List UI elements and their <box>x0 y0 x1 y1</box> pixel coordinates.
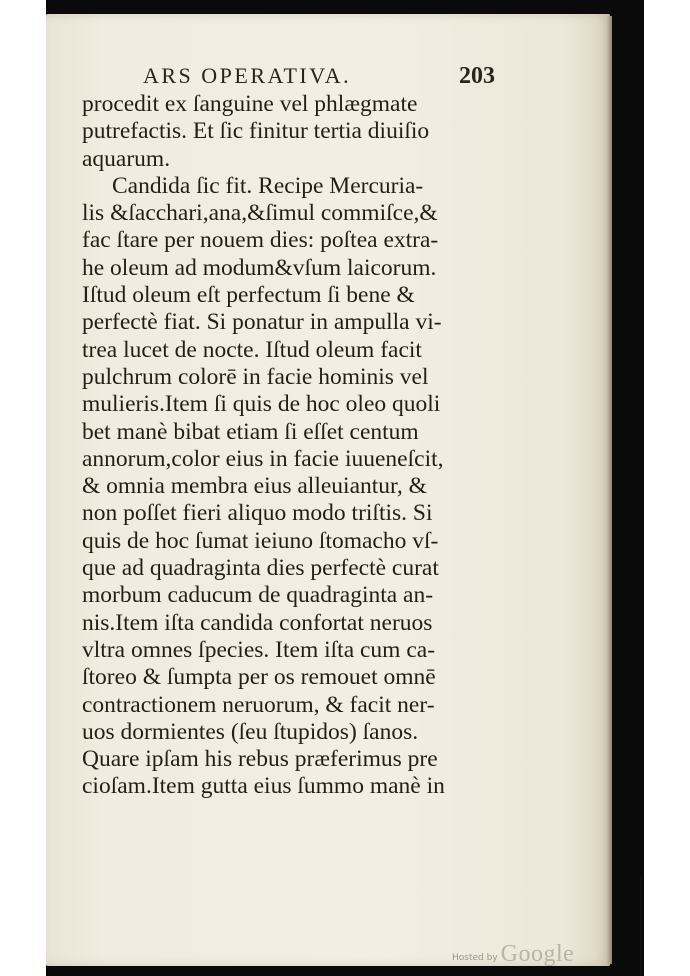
text-line: putrefactis. Et ſic finitur tertia diuiſio <box>82 118 430 145</box>
edge-line <box>640 876 642 976</box>
text-line: non poſſet fieri aliquo modo triſtis. Si <box>82 500 433 527</box>
hosted-by-label: Hosted by <box>452 953 498 963</box>
text-line: & omnia membra eius alleuiantur, & <box>82 473 427 500</box>
text-line: vltra omnes ſpecies. Item iſta cum ca- <box>82 636 436 663</box>
text-line: uos dormientes (ſeu ſtupidos) ſanos. <box>82 718 419 745</box>
text-line: que ad quadraginta dies perfectè curat <box>82 555 439 582</box>
text-line: contractionem neruorum, & facit ner- <box>82 691 435 718</box>
text-line: quis de hoc ſumat ieiuno ſtomacho vſ- <box>82 527 439 554</box>
text-line: ſtoreo & ſumpta per os remouet omnē <box>82 664 436 691</box>
text-line: Iſtud oleum eſt perfectum ſi bene & <box>82 282 415 309</box>
text-line: he oleum ad modum&vſum laicorum. <box>82 254 437 281</box>
text-line: Quare ipſam his rebus præferimus pre <box>82 746 438 773</box>
text-line: lis &ſacchari,ana,&ſimul commiſce,& <box>82 200 438 227</box>
text-line: procedit ex ſanguine vel phlægmate <box>82 91 418 117</box>
text-line: annorum,color eius in facie iuueneſcit, <box>82 445 444 472</box>
text-line: pulchrum colorē in facie hominis vel <box>82 363 429 390</box>
text-line: bet manè bibat etiam ſi eſſet centum <box>82 418 419 445</box>
right-margin <box>644 0 690 976</box>
text-line: nis.Item iſta candida confortat neruos <box>82 609 433 636</box>
text-line: trea lucet de nocte. Iſtud oleum facit <box>82 336 422 363</box>
text-line: Candida ſic fit. Recipe Mercuria- <box>112 172 424 199</box>
text-line: mulieris.Item ſi quis de hoc oleo quoli <box>82 391 441 418</box>
text-line: perfectè fiat. Si ponatur in ampulla vi- <box>82 309 442 336</box>
page-number: 203 <box>459 63 495 89</box>
running-title: ARS OPERATIVA. <box>143 63 352 88</box>
google-logo: Google <box>500 941 575 967</box>
text-line: aquarum. <box>82 145 171 172</box>
text-line: morbum caducum de quadraginta an- <box>82 582 434 609</box>
text-line: fac ſtare per nouem dies: poſtea extra- <box>82 227 439 254</box>
google-watermark <box>452 938 574 968</box>
body-text <box>82 91 502 801</box>
text-line: cioſam.Item gutta eius ſummo manè in <box>82 773 445 800</box>
left-margin <box>0 0 46 976</box>
page-edge <box>606 16 612 964</box>
